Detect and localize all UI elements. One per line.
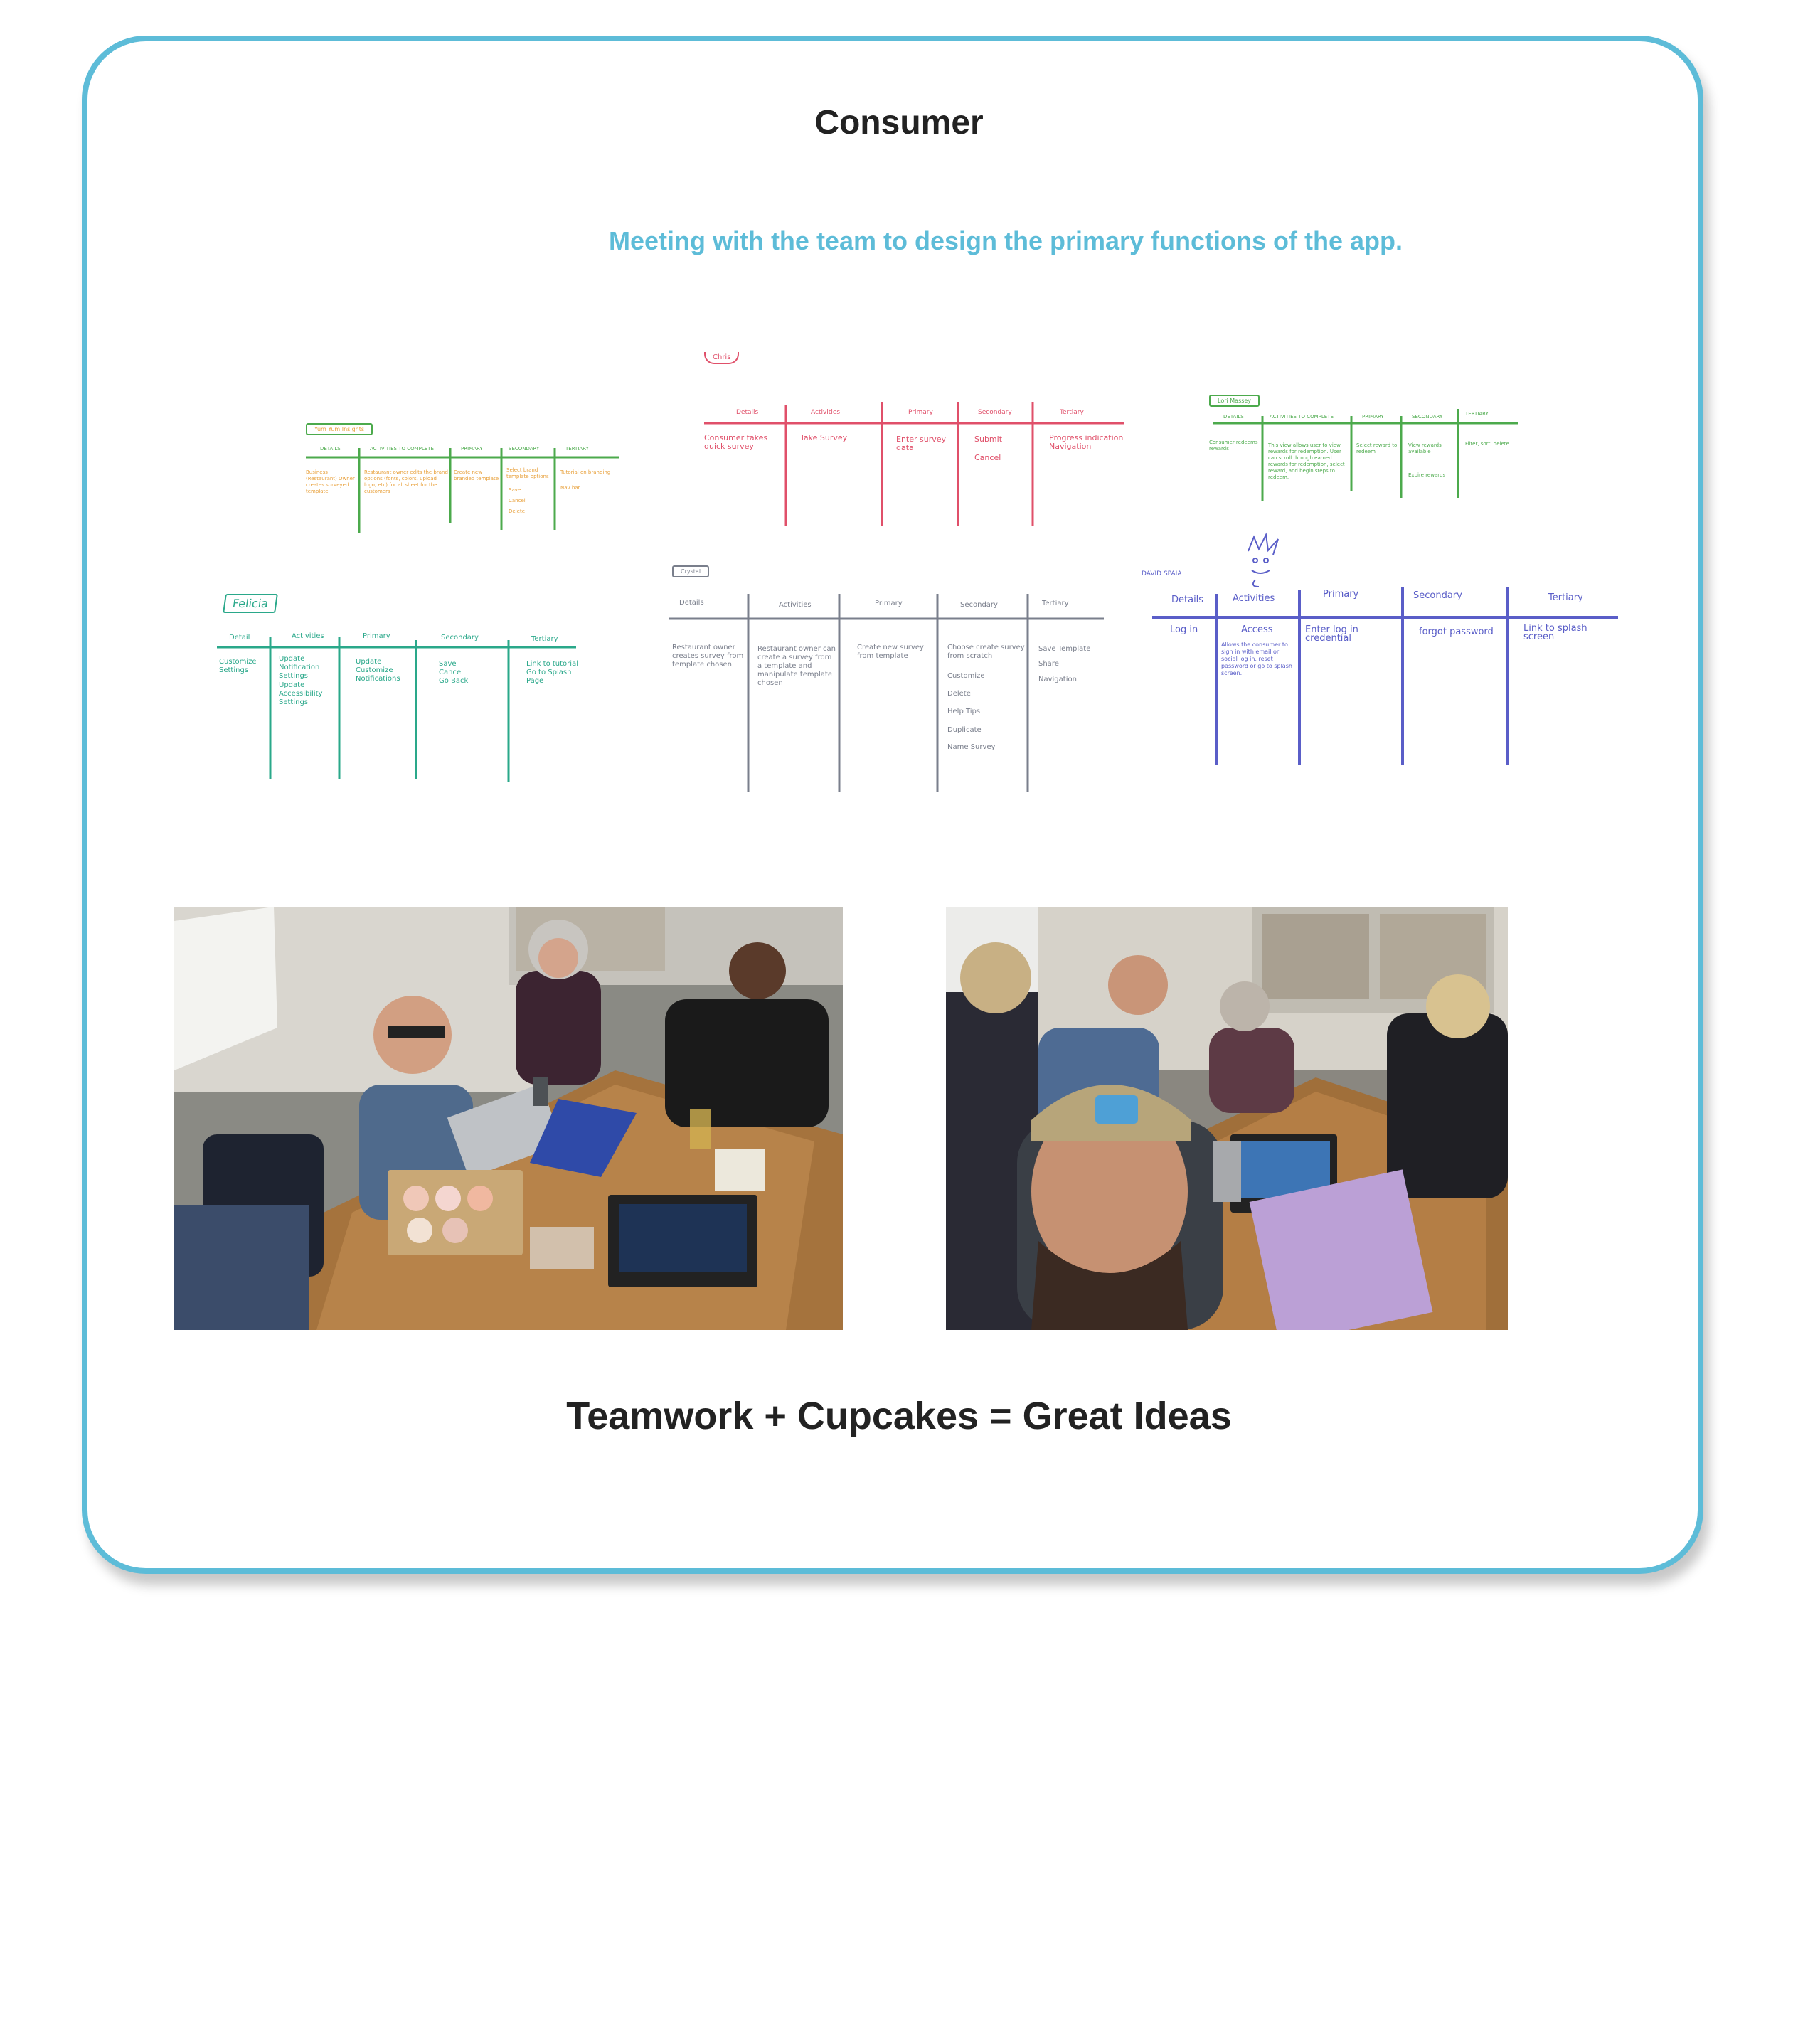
- sketch-header: Secondary: [441, 634, 479, 642]
- sketch-header: ACTIVITIES TO COMPLETE: [1270, 414, 1334, 420]
- sketch-header: Primary: [363, 632, 390, 640]
- sketch-cell: Cancel: [974, 453, 1001, 462]
- content-card: [82, 36, 1703, 1574]
- sketch-cell: Business (Restaurant) Owner creates surveyed template: [306, 469, 355, 494]
- whiteboard-sketch-blue: [1142, 533, 1625, 768]
- sketch-header: PRIMARY: [461, 446, 483, 452]
- sketch-grid-lines: [1142, 533, 1625, 768]
- sketch-header: Details: [1171, 595, 1204, 605]
- whiteboard-sketch-orange: [299, 423, 626, 537]
- sketch-header: Tertiary: [531, 635, 558, 643]
- sketch-header: ACTIVITIES TO COMPLETE: [370, 446, 434, 452]
- sketch-header: Activities: [1233, 593, 1275, 604]
- sketch-cell: Restaurant owner can create a survey from a template and manipulate template chosen: [757, 645, 836, 687]
- sketch-cell: Expire rewards: [1408, 472, 1446, 478]
- sketch-cell: Restaurant owner edits the brand options (fonts, colors, upload logo, etc) for all sheet for the customers: [364, 469, 448, 494]
- sketch-cell: Save: [509, 487, 521, 493]
- sketch-cell: Filter, sort, delete: [1465, 441, 1509, 447]
- sketch-header: Details: [736, 409, 759, 416]
- sketch-cell: Save Cancel Go Back: [439, 660, 469, 685]
- sketch-cell: Log in: [1170, 624, 1198, 635]
- sketch-cell: Select brand template options: [506, 467, 549, 479]
- sketch-header: Primary: [875, 600, 903, 607]
- sketch-cell: Cancel: [509, 498, 526, 504]
- sketch-cell: Update Notification Settings: [279, 655, 320, 680]
- sketch-cell: Progress indication Navigation: [1049, 433, 1124, 451]
- sketch-cell: Consumer redeems rewards: [1209, 440, 1258, 452]
- sketch-header: TERTIARY: [1465, 411, 1489, 417]
- sketch-author-tag: Crystal: [672, 565, 709, 577]
- sketch-header: Tertiary: [1042, 600, 1069, 607]
- page-subtitle: Meeting with the team to design the primary functions of the app.: [608, 226, 1403, 255]
- sketch-cell: Customize: [947, 672, 985, 680]
- sketch-header: Details: [679, 599, 704, 607]
- sketch-cell: forgot password: [1419, 627, 1494, 637]
- sketch-cell: Link to tutorial Go to Splash Page: [526, 660, 578, 685]
- sketch-cell: Save Template: [1038, 645, 1091, 653]
- sketch-header: Activities: [779, 601, 812, 609]
- sketch-header: Secondary: [1413, 590, 1462, 601]
- sketch-header: DETAILS: [320, 446, 341, 452]
- sketch-grid-lines: [213, 587, 583, 786]
- sketch-cell: Update Customize Notifications: [356, 658, 400, 683]
- sketch-header: Activities: [292, 632, 324, 640]
- team-meeting-photo-2: [946, 907, 1508, 1330]
- page-title: Consumer: [814, 104, 984, 142]
- sketch-cell: Consumer takes quick survey: [704, 433, 768, 451]
- whiteboard-sketch-gray: [669, 565, 1110, 793]
- sketch-cell: Navigation: [1038, 676, 1077, 683]
- sketch-author-tag: Yum Yum Insights: [306, 423, 373, 435]
- sketch-cell: Select reward to redeem: [1356, 442, 1398, 454]
- sketch-cell: Nav bar: [560, 485, 580, 491]
- sketch-cell: Name Survey: [947, 743, 996, 751]
- sketch-cell: Share: [1038, 660, 1059, 668]
- sketch-header: Primary: [908, 409, 933, 416]
- sketch-cell: This view allows user to view rewards for redemption. User can scroll through earned rewards for redemption, select reward, and begin steps to redeem.: [1268, 442, 1345, 480]
- sketch-author-tag: DAVID SPAIA: [1142, 570, 1182, 577]
- sketch-author-tag: Felicia: [223, 594, 278, 613]
- sketch-cell: Choose create survey from scratch: [947, 644, 1025, 660]
- sketch-header: Secondary: [960, 601, 998, 609]
- sketch-cell: Enter log in credential: [1305, 624, 1358, 644]
- sketch-cell: Create new survey from template: [857, 644, 924, 660]
- sketch-cell: Delete: [947, 690, 971, 698]
- sketch-cell: Restaurant owner creates survey from template chosen: [672, 644, 744, 669]
- sketch-cell: Allows the consumer to sign in with email or social log in, reset password or go to splash screen.: [1221, 642, 1292, 676]
- sketch-cell: Access: [1241, 624, 1273, 635]
- sketch-author-tag: Chris: [704, 352, 739, 364]
- sketch-header: Tertiary: [1060, 409, 1084, 416]
- whiteboard-sketch-teal: [213, 587, 583, 786]
- sketch-cell: Create new branded template: [454, 469, 499, 481]
- sketch-header: SECONDARY: [1412, 414, 1443, 420]
- whiteboard-sketch-red: [701, 348, 1127, 533]
- sketch-cell: Enter survey data: [896, 435, 947, 452]
- sketch-cell: Update Accessibility Settings: [279, 681, 323, 706]
- sketch-header: PRIMARY: [1362, 414, 1384, 420]
- sketch-cell: View rewards available: [1408, 442, 1442, 454]
- sketch-cell: Tutorial on branding: [560, 469, 611, 475]
- sketch-header: Secondary: [978, 409, 1012, 416]
- sketch-header: DETAILS: [1223, 414, 1244, 420]
- whiteboard-sketch-green: [1206, 391, 1526, 505]
- sketch-header: Primary: [1323, 589, 1359, 600]
- sketch-cell: Duplicate: [947, 726, 982, 734]
- sketch-cell: Help Tips: [947, 708, 981, 715]
- sketch-header: Activities: [811, 409, 841, 416]
- sketch-header: Detail: [229, 634, 250, 642]
- page-caption: Teamwork + Cupcakes = Great Ideas: [566, 1395, 1232, 1437]
- sketch-cell: Customize Settings: [219, 658, 257, 674]
- sketch-header: SECONDARY: [509, 446, 540, 452]
- doodle-icon: [1248, 535, 1278, 587]
- sketch-cell: Link to splash screen: [1523, 623, 1587, 642]
- sketch-cell: Delete: [509, 509, 525, 514]
- sketch-header: TERTIARY: [565, 446, 589, 452]
- team-meeting-photo-1: [174, 907, 843, 1330]
- sketch-header: Tertiary: [1548, 592, 1583, 603]
- sketch-cell: Take Survey: [800, 433, 848, 442]
- sketch-author-tag: Lori Massey: [1209, 395, 1260, 407]
- sketch-cell: Submit: [974, 435, 1003, 444]
